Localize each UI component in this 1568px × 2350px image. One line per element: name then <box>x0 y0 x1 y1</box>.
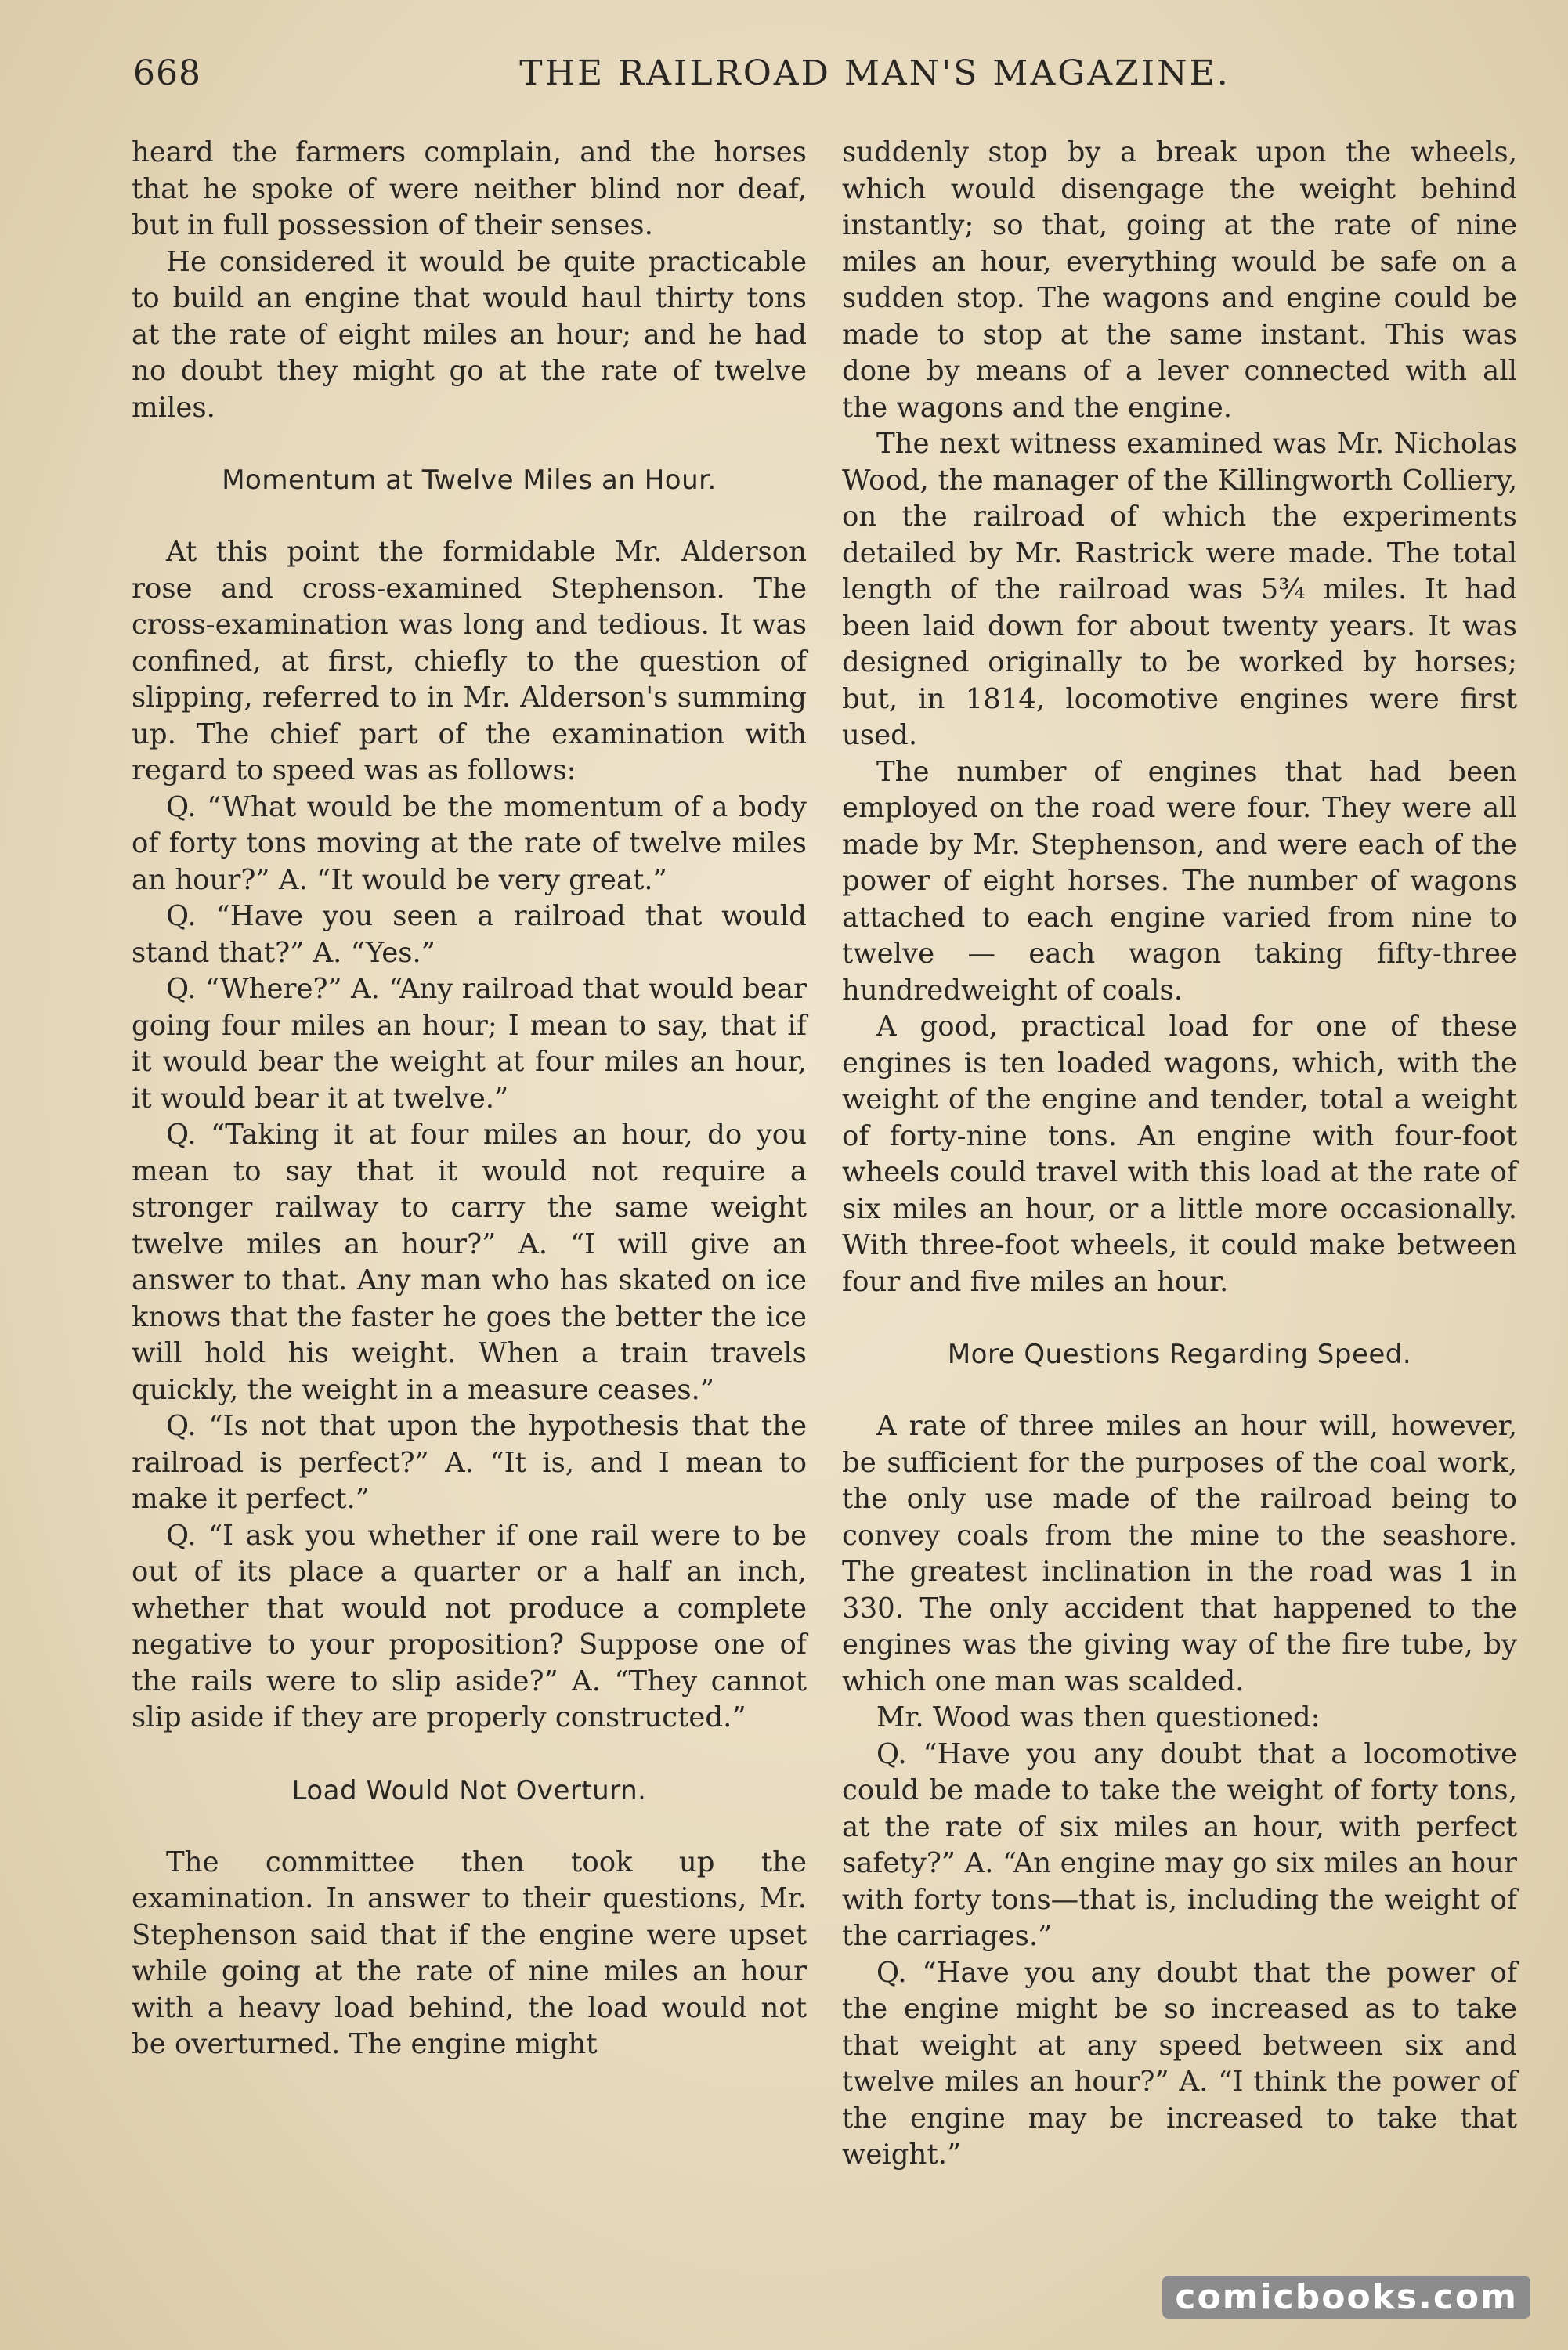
paragraph: At this point the formidable Mr. Alderson rose and cross-examined Stephenson. The cross-examination was long and tedious. It was confined, at first, chiefly to the question of slipping, referred to in Mr. Alderson's summing up. The chief part of the examination with regard to speed was as follows: <box>132 536 807 786</box>
paragraph: The committee then took up the examination. In answer to their questions, Mr. Stephenson said that if the engine were upset while going at the rate of nine miles an hour with a heavy load behind, the load would not be overturned. The engine might <box>132 1846 807 2060</box>
section-heading: Momentum at Twelve Miles an Hour. <box>222 465 717 496</box>
qa-paragraph: Q. “Is not that upon the hypothesis that the railroad is perfect?” A. “It is, and I mean to make it perfect.” <box>132 1410 807 1515</box>
page-header <box>0 45 1568 108</box>
paragraph: A rate of three miles an hour will, however, be sufficient for the purposes of the coal work, the only use made of the railroad being to convey coals from the mine to the seashore. The greatest inclination in the road was 1 in 330. The only accident that happened to the engines was the giving way of the fire tube, by which one man was scalded. <box>842 1410 1517 1697</box>
qa-paragraph: Q. “Taking it at four miles an hour, do you mean to say that it would not require a stronger railway to carry the same weight twelve miles an hour?” A. “I will give an answer to that. Any man who has skated on ice knows that the faster he goes the better the ice will hold his weight. When a train travels quickly, the weight in a measure ceases.” <box>132 1119 807 1406</box>
right-column <box>842 135 1517 2174</box>
qa-paragraph: Q. “I ask you whether if one rail were to be out of its place a quarter or a half an inch, whether that would not produce a complete negative to your proposition? Suppose one of the rails were to slip aside?” A. “They cannot slip aside if they are properly constructed.” <box>132 1519 807 1734</box>
section-heading: Load Would Not Overturn. <box>291 1774 647 1806</box>
section-heading: More Questions Regarding Speed. <box>947 1339 1412 1370</box>
qa-paragraph: Q. “Have you any doubt that a locomotive could be made to take the weight of forty tons, at the rate of six miles an hour, with perfect safety?” A. “An engine may go six miles an hour with forty tons—that is, including the weight of the carriages.” <box>842 1737 1517 1952</box>
paragraph: suddenly stop by a break upon the wheels, which would disengage the weight behind instantly; so that, going at the rate of nine miles an hour, everything would be safe on a sudden stop. The wagons and engine could be made to stop at the same instant. This was done by means of a lever connected with all the wagons and the engine. <box>842 136 1517 424</box>
paragraph: A good, practical load for one of these engines is ten loaded wagons, which, with the weight of the engine and tender, total a weight of forty-nine tons. An engine with four-foot wheels could travel with this load at the rate of six miles an hour, or a little more occasionally. With three-foot wheels, it could make between four and five miles an hour. <box>842 1010 1517 1298</box>
paragraph: heard the farmers complain, and the horses that he spoke of were neither blind nor deaf, but in full possession of their senses. <box>132 136 807 241</box>
paragraph: The next witness examined was Mr. Nicholas Wood, the manager of the Killingworth Colliery, on the railroad of which the experiments detailed by Mr. Rastrick were made. The total length of the railroad was 5¾ miles. It had been laid down for about twenty years. It was designed originally to be worked by horses; but, in 1814, locomotive engines were first used. <box>842 428 1517 751</box>
qa-paragraph: Q. “What would be the momentum of a body of forty tons moving at the rate of twelve miles an hour?” A. “It would be very great.” <box>132 790 807 896</box>
running-title: THE RAILROAD MAN'S MAGAZINE. <box>519 53 1230 93</box>
paragraph: Mr. Wood was then questioned: <box>876 1701 1321 1734</box>
qa-paragraph: Q. “Have you seen a railroad that would stand that?” A. “Yes.” <box>132 900 807 969</box>
page-number: 668 <box>133 53 201 93</box>
paragraph: The number of engines that had been employed on the road were four. They were all made by Mr. Stephenson, and were each of the power of eight horses. The number of wagons attached to each engine varied from nine to twelve — each wagon taking fifty-three hundredweight of coals. <box>842 755 1517 1007</box>
paragraph: He considered it would be quite practicable to build an engine that would haul thirty tons at the rate of eight miles an hour; and he had no doubt they might go at the rate of twelve miles. <box>132 245 807 424</box>
qa-paragraph: Q. “Where?” A. “Any railroad that would bear going four miles an hour; I mean to say, that if it would bear the weight at four miles an hour, it would bear it at twelve.” <box>132 973 807 1115</box>
watermark-logo: comicbooks.com <box>1162 2276 1530 2319</box>
qa-paragraph: Q. “Have you any doubt that the power of the engine might be so increased as to take that weight at any speed between six and twelve miles an hour?” A. “I think the power of the engine may be increased to take that weight.” <box>842 1956 1517 2171</box>
left-column <box>132 135 807 2063</box>
